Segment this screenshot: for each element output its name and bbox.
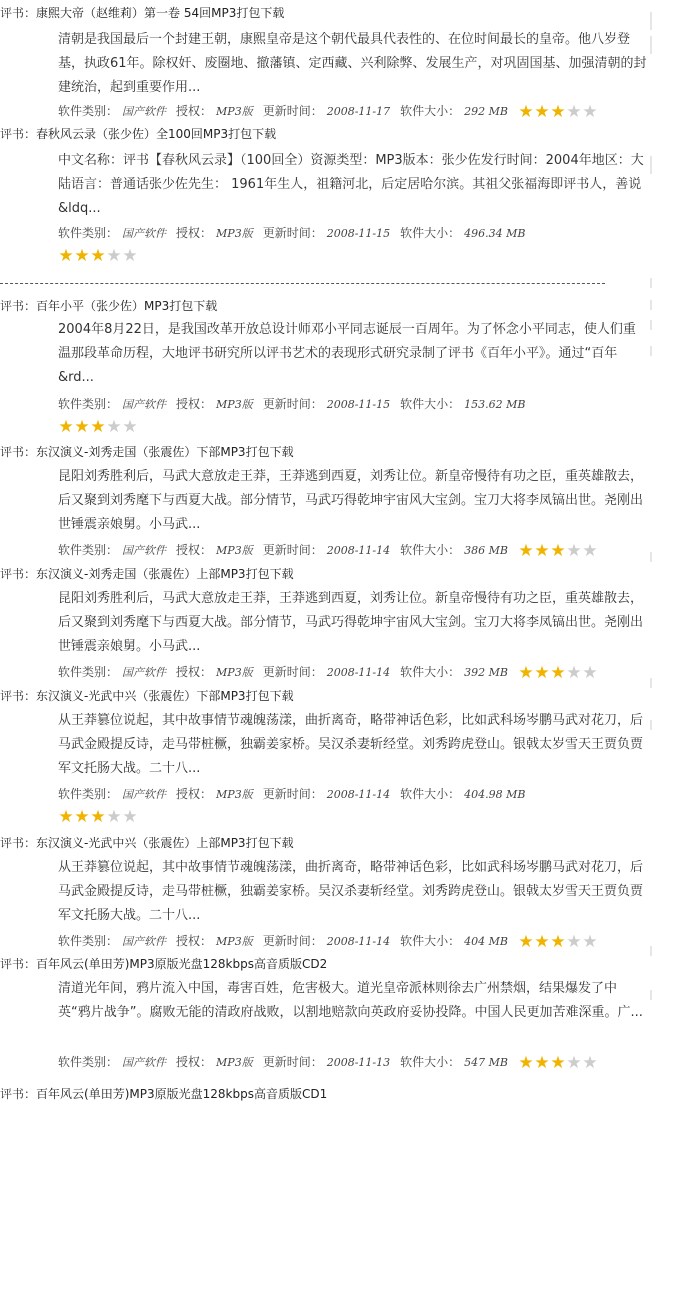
star-empty-icon: ★ [582, 1053, 598, 1073]
entry-prefix: 评书： [0, 1087, 37, 1101]
license-label: 授权： [176, 665, 213, 679]
file-size-label: 软件大小： [400, 104, 461, 118]
entry-meta [58, 539, 598, 561]
rating-stars [58, 809, 138, 826]
star-empty-icon: ★ [566, 541, 582, 561]
star-empty-icon: ★ [582, 663, 598, 683]
star-filled-icon: ★ [58, 417, 74, 437]
star-filled-icon: ★ [534, 102, 550, 122]
file-size-value: 386 MB [464, 544, 508, 557]
star-empty-icon: ★ [566, 1053, 582, 1073]
entry-title-text[interactable]: 东汉演义-刘秀走国（张震佐）下部MP3打包下载 [36, 445, 294, 459]
category-label: 软件类别： [58, 543, 119, 557]
category-label: 软件类别： [58, 787, 119, 801]
entry-meta [58, 393, 526, 415]
update-date-label: 更新时间： [262, 397, 323, 411]
rating-stars [518, 541, 598, 563]
rating-stars [58, 248, 138, 265]
license-value: MP3版 [216, 666, 253, 679]
file-size-label: 软件大小： [400, 543, 461, 557]
category-value: 国产软件 [122, 398, 167, 411]
update-date-value: 2008-11-15 [326, 227, 391, 240]
clipped-edge-mark [650, 278, 652, 288]
star-filled-icon: ★ [550, 932, 566, 952]
category-value: 国产软件 [122, 227, 167, 240]
entry-prefix: 评书： [0, 836, 37, 850]
star-filled-icon: ★ [74, 417, 90, 437]
star-filled-icon: ★ [518, 663, 534, 683]
update-date-label: 更新时间： [262, 1055, 323, 1069]
license-value: MP3版 [216, 1056, 253, 1069]
entry-title-text[interactable]: 百年小平（张少佐）MP3打包下载 [36, 299, 218, 313]
file-size-value: 547 MB [464, 1056, 508, 1069]
star-empty-icon: ★ [122, 417, 138, 437]
file-size-value: 404.98 MB [464, 788, 526, 801]
star-filled-icon: ★ [90, 246, 106, 266]
license-label: 授权： [176, 226, 213, 240]
update-date-label: 更新时间： [262, 665, 323, 679]
license-label: 授权： [176, 787, 213, 801]
star-filled-icon: ★ [534, 541, 550, 561]
entry-meta [58, 222, 526, 244]
entry-title-text[interactable]: 东汉演义-光武中兴（张震佐）下部MP3打包下载 [36, 689, 294, 703]
update-date-value: 2008-11-17 [326, 105, 391, 118]
update-date-label: 更新时间： [262, 543, 323, 557]
entry-description: 清朝是我国最后一个封建王朝，康熙皇帝是这个朝代最具代表性的、在位时间最长的皇帝。他八岁登基，执政61年。除权奸、废圈地、撤藩镇、定西藏、兴利除弊、发展生产，对巩固国基、加强清朝的封建统治，起到重要作用... [58, 32, 647, 95]
category-value: 国产软件 [122, 544, 167, 557]
license-label: 授权： [176, 934, 213, 948]
license-value: MP3版 [216, 227, 253, 240]
license-label: 授权： [176, 104, 213, 118]
entry-title-text[interactable]: 东汉演义-刘秀走国（张震佐）上部MP3打包下载 [36, 567, 294, 581]
entry-prefix: 评书： [0, 567, 37, 581]
category-label: 软件类别： [58, 397, 119, 411]
file-size-label: 软件大小： [400, 787, 461, 801]
license-value: MP3版 [216, 398, 253, 411]
star-filled-icon: ★ [58, 246, 74, 266]
entry-title-link[interactable] [0, 685, 294, 707]
category-label: 软件类别： [58, 1055, 119, 1069]
entry-title-text[interactable]: 百年风云(单田芳)MP3原版光盘128kbps高音质版CD1 [36, 1087, 328, 1101]
category-value: 国产软件 [122, 105, 167, 118]
star-filled-icon: ★ [90, 807, 106, 827]
entry-title-link[interactable] [0, 832, 294, 854]
entry-title-link[interactable] [0, 563, 294, 585]
entry-prefix: 评书： [0, 6, 37, 20]
file-size-value: 153.62 MB [464, 398, 526, 411]
star-filled-icon: ★ [550, 663, 566, 683]
star-empty-icon: ★ [566, 102, 582, 122]
clipped-edge-mark [650, 300, 652, 310]
file-size-value: 392 MB [464, 666, 508, 679]
file-size-label: 软件大小： [400, 665, 461, 679]
star-filled-icon: ★ [550, 1053, 566, 1073]
category-label: 软件类别： [58, 104, 119, 118]
update-date-value: 2008-11-14 [326, 788, 391, 801]
file-size-value: 404 MB [464, 935, 508, 948]
license-value: MP3版 [216, 105, 253, 118]
file-size-value: 496.34 MB [464, 227, 526, 240]
entry-title-link[interactable] [0, 441, 294, 463]
category-value: 国产软件 [122, 788, 167, 801]
entry-description: 昆阳刘秀胜利后，马武大意放走王莽，王莽逃到西夏，刘秀让位。新皇帝慢待有功之臣，重英雄散去，后又聚到刘秀麾下与西夏大战。部分情节，马武巧得乾坤宇宙风大宝剑。宝刀大将李凤镐出世。尧刚出世锤震亲娘舅。小马武... [58, 591, 644, 654]
clipped-edge-mark [650, 990, 652, 1000]
file-size-value: 292 MB [464, 105, 508, 118]
clipped-edge-mark [650, 678, 652, 688]
clipped-edge-mark [650, 720, 652, 730]
update-date-label: 更新时间： [262, 226, 323, 240]
star-filled-icon: ★ [550, 541, 566, 561]
license-label: 授权： [176, 1055, 213, 1069]
entry-title-text[interactable]: 春秋风云录（张少佐）全100回MP3打包下载 [36, 127, 277, 141]
clipped-edge-mark [650, 946, 652, 956]
entry-prefix: 评书： [0, 689, 37, 703]
category-label: 软件类别： [58, 934, 119, 948]
star-empty-icon: ★ [582, 932, 598, 952]
entry-prefix: 评书： [0, 957, 37, 971]
star-empty-icon: ★ [582, 541, 598, 561]
entry-meta [58, 661, 598, 683]
star-empty-icon: ★ [582, 102, 598, 122]
update-date-label: 更新时间： [262, 104, 323, 118]
star-filled-icon: ★ [74, 246, 90, 266]
update-date-label: 更新时间： [262, 787, 323, 801]
star-filled-icon: ★ [534, 1053, 550, 1073]
category-value: 国产软件 [122, 1056, 167, 1069]
star-filled-icon: ★ [518, 541, 534, 561]
entry-description: 从王莽篡位说起，其中故事情节魂魄荡漾，曲折离奇，略带神话色彩，比如武科场岑鹏马武对花刀，后马武金殿提反诗，走马带桩橛，独霸姜家桥。吴汉杀妻斩经堂。刘秀跨虎登山。银戟太岁雪天王贾负贾军文托肠大战。二十八... [58, 713, 644, 776]
entry-description: 清道光年间，鸦片流入中国，毒害百姓，危害极大。道光皇帝派林则徐去广州禁烟，结果爆发了中英“鸦片战争”。腐败无能的清政府战败，以割地赔款向英政府妥协投降。中国人民更加苦难深重。广... [58, 981, 643, 1020]
star-filled-icon: ★ [58, 807, 74, 827]
star-filled-icon: ★ [550, 102, 566, 122]
entry-description: 从王莽篡位说起，其中故事情节魂魄荡漾，曲折离奇，略带神话色彩，比如武科场岑鹏马武对花刀，后马武金殿提反诗，走马带桩橛，独霸姜家桥。吴汉杀妻斩经堂。刘秀跨虎登山。银戟太岁雪天王贾负贾军文托肠大战。二十八... [58, 860, 644, 923]
entry-title-text[interactable]: 百年风云(单田芳)MP3原版光盘128kbps高音质版CD2 [36, 957, 328, 971]
update-date-value: 2008-11-15 [326, 398, 391, 411]
star-empty-icon: ★ [106, 417, 122, 437]
license-label: 授权： [176, 397, 213, 411]
file-size-label: 软件大小： [400, 226, 461, 240]
star-filled-icon: ★ [518, 1053, 534, 1073]
update-date-value: 2008-11-14 [326, 935, 391, 948]
rating-stars [518, 1053, 598, 1075]
update-date-value: 2008-11-13 [326, 1056, 391, 1069]
license-value: MP3版 [216, 544, 253, 557]
category-label: 软件类别： [58, 226, 119, 240]
license-label: 授权： [176, 543, 213, 557]
entry-title-link[interactable] [0, 1083, 327, 1105]
entry-title-text[interactable]: 东汉演义-光武中兴（张震佐）上部MP3打包下载 [36, 836, 294, 850]
file-size-label: 软件大小： [400, 397, 461, 411]
file-size-label: 软件大小： [400, 1055, 461, 1069]
entry-description: 昆阳刘秀胜利后，马武大意放走王莽，王莽逃到西夏，刘秀让位。新皇帝慢待有功之臣，重英雄散去，后又聚到刘秀麾下与西夏大战。部分情节，马武巧得乾坤宇宙风大宝剑。宝刀大将李凤镐出世。尧刚出世锤震亲娘舅。小马武... [58, 469, 644, 532]
rating-stars [518, 663, 598, 685]
update-date-value: 2008-11-14 [326, 666, 391, 679]
category-value: 国产软件 [122, 935, 167, 948]
entry-prefix: 评书： [0, 299, 37, 313]
entry-title-text[interactable]: 康熙大帝（赵维莉）第一卷 54回MP3打包下载 [36, 6, 285, 20]
rating-stars [58, 419, 138, 436]
clipped-edge-mark [650, 552, 652, 562]
star-filled-icon: ★ [534, 932, 550, 952]
update-date-label: 更新时间： [262, 934, 323, 948]
update-date-value: 2008-11-14 [326, 544, 391, 557]
entry-title-link[interactable] [0, 2, 284, 24]
star-filled-icon: ★ [534, 663, 550, 683]
license-value: MP3版 [216, 935, 253, 948]
entry-title-link[interactable] [0, 953, 327, 975]
star-filled-icon: ★ [74, 807, 90, 827]
star-empty-icon: ★ [106, 246, 122, 266]
license-value: MP3版 [216, 788, 253, 801]
entry-prefix: 评书： [0, 445, 37, 459]
star-filled-icon: ★ [518, 932, 534, 952]
star-filled-icon: ★ [90, 417, 106, 437]
star-filled-icon: ★ [518, 102, 534, 122]
rating-stars [518, 102, 598, 124]
star-empty-icon: ★ [566, 932, 582, 952]
entry-description: 2004年8月22日，是我国改革开放总设计师邓小平同志诞辰一百周年。为了怀念小平同志，使人们重温那段革命历程，大地评书研究所以评书艺术的表现形式研究录制了评书《百年小平》。通过“百年&rd... [58, 322, 636, 385]
star-empty-icon: ★ [122, 807, 138, 827]
entry-meta [58, 100, 598, 122]
section-divider [0, 283, 605, 284]
entry-meta [58, 783, 526, 805]
entry-description: 中文名称：评书【春秋风云录】（100回全）资源类型：MP3版本：张少佐发行时间：2004年地区：大陆语言：普通话张少佐先生： 1961年生人，祖籍河北，后定居哈尔滨。其祖父张福海即评书人，善说&ldq... [58, 153, 644, 216]
rating-stars [518, 932, 598, 954]
clipped-edge-mark [650, 44, 652, 54]
star-empty-icon: ★ [566, 663, 582, 683]
entry-meta [58, 930, 598, 952]
clipped-edge-mark [650, 320, 652, 330]
clipped-edge-mark [650, 346, 652, 356]
category-label: 软件类别： [58, 665, 119, 679]
star-empty-icon: ★ [122, 246, 138, 266]
category-value: 国产软件 [122, 666, 167, 679]
star-empty-icon: ★ [106, 807, 122, 827]
clipped-edge-mark [650, 164, 652, 174]
entry-prefix: 评书： [0, 127, 37, 141]
entry-title-link[interactable] [0, 295, 217, 317]
file-size-label: 软件大小： [400, 934, 461, 948]
clipped-edge-mark [650, 20, 652, 30]
entry-title-link[interactable] [0, 123, 276, 145]
entry-meta [58, 1051, 598, 1073]
